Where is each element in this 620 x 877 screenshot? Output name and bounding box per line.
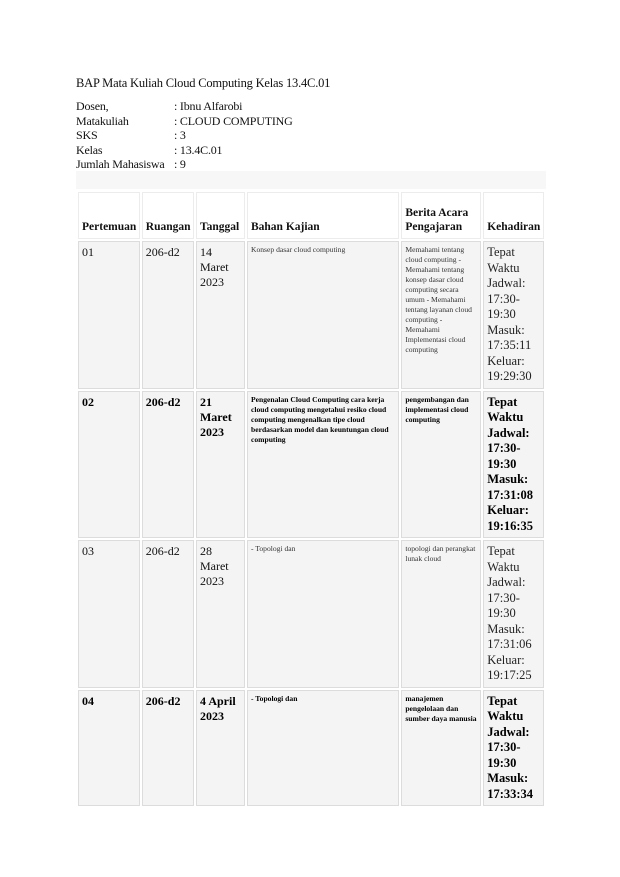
cell-pertemuan: 03 xyxy=(78,540,140,688)
meta-label: Dosen, xyxy=(76,99,109,113)
cell-tanggal: 4 April 2023 xyxy=(196,690,245,807)
bap-table xyxy=(76,190,546,808)
cell-ruangan: 206-d2 xyxy=(142,540,194,688)
cell-tanggal: 21 Maret 2023 xyxy=(196,391,245,539)
table-row xyxy=(78,241,544,389)
cell-tanggal: 14 Maret 2023 xyxy=(196,241,245,389)
cell-bahan-kajian: - Topologi dan xyxy=(247,690,399,807)
table-row xyxy=(78,540,544,688)
meta-value: : 9 xyxy=(174,157,186,172)
table-top-band xyxy=(76,171,546,189)
meta-row-kelas xyxy=(76,143,293,158)
meta-value: : 13.4C.01 xyxy=(174,142,223,157)
header-ruangan: Ruangan xyxy=(142,192,194,239)
meta-value: : 3 xyxy=(174,128,186,143)
cell-ruangan: 206-d2 xyxy=(142,241,194,389)
document-title: BAP Mata Kuliah Cloud Computing Kelas 13.4C.01 xyxy=(76,76,331,90)
table-row xyxy=(78,391,544,539)
course-meta xyxy=(76,99,293,172)
meta-row-dosen xyxy=(76,99,293,114)
cell-berita-acara: topologi dan perangkat lunak cloud xyxy=(401,540,481,688)
header-bahan-kajian: Bahan Kajian xyxy=(247,192,399,239)
cell-bahan-kajian: - Topologi dan xyxy=(247,540,399,688)
cell-kehadiran: Tepat Waktu Jadwal: 17:30-19:30 Masuk: 17:33:34 xyxy=(483,690,544,807)
meta-value: : CLOUD COMPUTING xyxy=(174,113,293,128)
meta-row-sks xyxy=(76,128,293,143)
cell-pertemuan: 04 xyxy=(78,690,140,807)
header-pertemuan: Pertemuan xyxy=(78,192,140,239)
cell-berita-acara: Memahami tentang cloud computing - Memahami tentang konsep dasar cloud computing secara umum - Memahami tentang layanan cloud computing - Memahami Implementasi cloud computing xyxy=(401,241,481,389)
cell-bahan-kajian: Pengenalan Cloud Computing cara kerja cloud computing mengetahui resiko cloud computing mengenalkan tipe cloud berdasarkan model dan keuntungan cloud computing xyxy=(247,391,399,539)
meta-label: SKS xyxy=(76,128,98,143)
header-kehadiran: Kehadiran xyxy=(483,192,544,239)
cell-ruangan: 206-d2 xyxy=(142,690,194,807)
cell-ruangan: 206-d2 xyxy=(142,391,194,539)
meta-label: Jumlah Mahasiswa xyxy=(76,157,165,172)
header-berita-acara: Berita Acara Pengajaran xyxy=(401,192,481,239)
meta-label: Matakuliah xyxy=(76,113,129,128)
cell-kehadiran: Tepat Waktu Jadwal: 17:30-19:30 Masuk: 17:31:06 Keluar: 19:17:25 xyxy=(483,540,544,688)
table-row xyxy=(78,690,544,807)
table-header-row xyxy=(78,192,544,239)
cell-berita-acara: pengembangan dan implementasi cloud computing xyxy=(401,391,481,539)
meta-value: : Ibnu Alfarobi xyxy=(174,99,243,113)
cell-berita-acara: manajemen pengelolaan dan sumber daya manusia xyxy=(401,690,481,807)
cell-tanggal: 28 Maret 2023 xyxy=(196,540,245,688)
meta-row-matakuliah xyxy=(76,114,293,129)
meta-row-jumlah-mahasiswa xyxy=(76,157,293,172)
cell-pertemuan: 01 xyxy=(78,241,140,389)
cell-pertemuan: 02 xyxy=(78,391,140,539)
cell-kehadiran: Tepat Waktu Jadwal: 17:30-19:30 Masuk: 17:31:08 Keluar: 19:16:35 xyxy=(483,391,544,539)
header-tanggal: Tanggal xyxy=(196,192,245,239)
cell-bahan-kajian: Konsep dasar cloud computing xyxy=(247,241,399,389)
meta-label: Kelas xyxy=(76,142,103,157)
cell-kehadiran: Tepat Waktu Jadwal: 17:30-19:30 Masuk: 17:35:11 Keluar: 19:29:30 xyxy=(483,241,544,389)
